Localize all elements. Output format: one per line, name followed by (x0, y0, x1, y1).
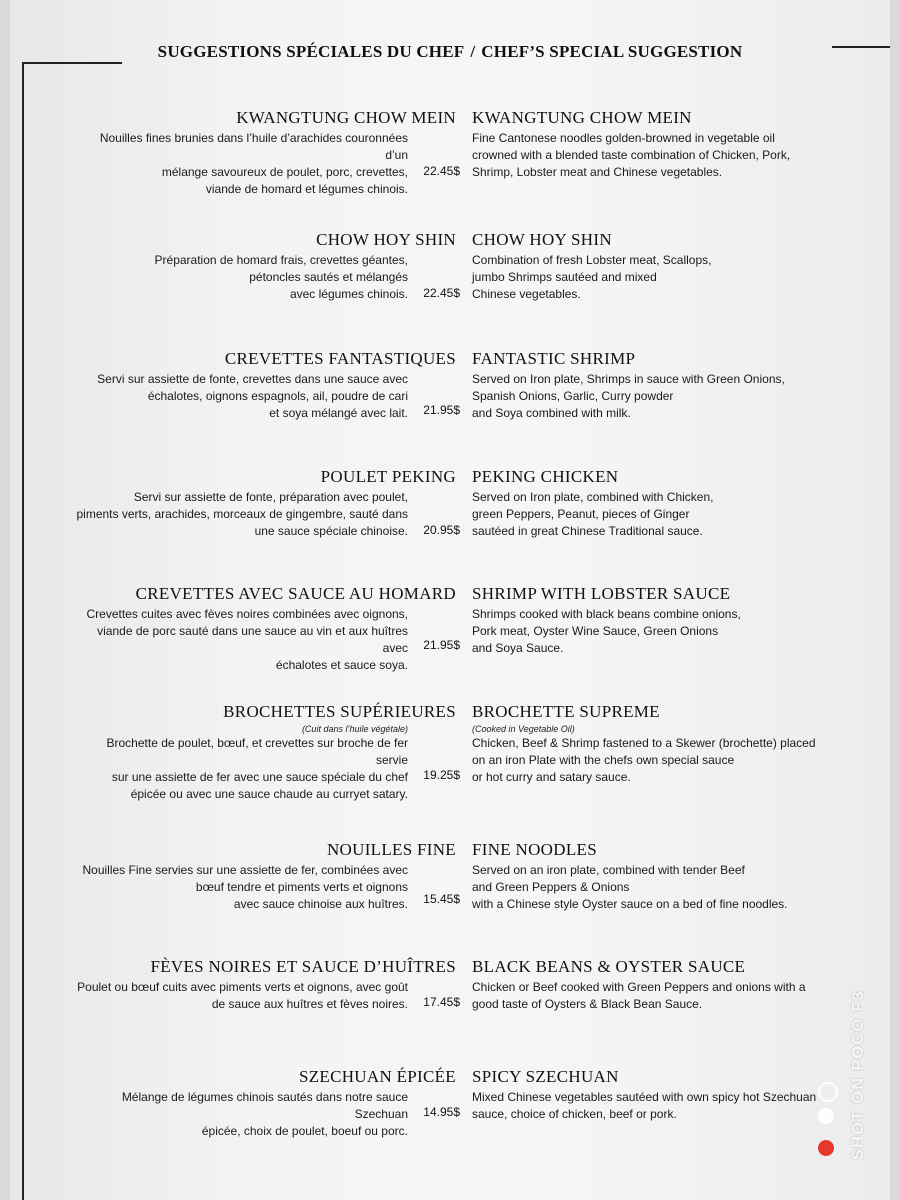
menu-item-french (76, 702, 456, 803)
dish-name-en: FANTASTIC SHRIMP (472, 349, 636, 368)
header-french: SUGGESTIONS SPÉCIALES DU CHEF (157, 42, 465, 61)
dish-name-fr: CHOW HOY SHIN (316, 230, 456, 249)
frame-line-top-left (22, 62, 122, 64)
dish-description-en: Mixed Chinese vegetables sautéed with own spicy hot Szechuan sauce, choice of chicken, beef or pork. (472, 1090, 817, 1121)
dish-name-en: PEKING CHICKEN (472, 467, 619, 486)
dish-description-fr: Brochette de poulet, bœuf, et crevettes sur broche de fer servie sur une assiette de fer avec une sauce spéciale du chef épicée ou avec une sauce chaude au curryet satary. (106, 736, 408, 801)
dish-name-en: SHRIMP WITH LOBSTER SAUCE (472, 584, 731, 603)
menu-item-english (472, 349, 872, 422)
dish-name-en: BROCHETTE SUPREME (472, 702, 660, 721)
menu-item-french (76, 349, 456, 422)
menu-item-french (76, 467, 456, 540)
dish-price: 22.45$ (423, 164, 460, 178)
dish-description-fr: Nouilles fines brunies dans l’huile d’arachides couronnées d’un mélange savoureux de poulet, porc, crevettes, viande de homard et légumes chinois. (99, 131, 408, 196)
dish-name-en: SPICY SZECHUAN (472, 1067, 619, 1086)
dish-name-fr: POULET PEKING (320, 467, 456, 486)
dish-name-fr: SZECHUAN ÉPICÉE (298, 1067, 456, 1086)
dish-price: 15.45$ (423, 892, 460, 906)
dish-name-en: KWANGTUNG CHOW MEIN (472, 108, 692, 127)
menu-item-french (76, 840, 456, 913)
dish-name-fr: KWANGTUNG CHOW MEIN (236, 108, 456, 127)
dish-description-en: Fine Cantonese noodles golden-browned in vegetable oil crowned with a blended taste combination of Chicken, Pork, Shrimp, Lobster meat and Chinese vegetables. (472, 131, 791, 179)
menu-item-french (76, 957, 456, 1013)
dish-description-fr: Servi sur assiette de fonte, préparation avec poulet, piments verts, arachides, morceaux de gingembre, sauté dans une sauce spéciale chinoise. (76, 490, 408, 538)
menu-item-english (472, 230, 872, 303)
dish-description-en: Served on Iron plate, Shrimps in sauce with Green Onions, Spanish Onions, Garlic, Curry powder and Soya combined with milk. (472, 372, 785, 420)
dish-description-en: Chicken or Beef cooked with Green Peppers and onions with a good taste of Oysters & Black Bean Sauce. (472, 980, 806, 1011)
dish-description-fr: Crevettes cuites avec fèves noires combinées avec oignons, viande de porc sauté dans une sauce au vin et aux huîtres avec échalotes et sauce soya. (86, 607, 408, 672)
dish-name-en: BLACK BEANS & OYSTER SAUCE (472, 957, 746, 976)
dish-price: 22.45$ (423, 286, 460, 300)
dish-price: 19.25$ (423, 768, 460, 782)
header-separator: / (470, 42, 476, 61)
dish-name-fr: CREVETTES FANTASTIQUES (224, 349, 456, 368)
cooking-note-en: (Cooked in Vegetable Oil) (472, 724, 575, 734)
dish-description-en: Combination of fresh Lobster meat, Scallops, jumbo Shrimps sautéed and mixed Chinese vegetables. (472, 253, 712, 301)
dish-description-fr: Préparation de homard frais, crevettes géantes, pétoncles sautés et mélangés avec légumes chinois. (154, 253, 408, 301)
dish-name-fr: BROCHETTES SUPÉRIEURES (223, 702, 456, 721)
dish-price: 21.95$ (423, 638, 460, 652)
dish-description-fr: Nouilles Fine servies sur une assiette de fer, combinées avec bœuf tendre et piments verts et oignons avec sauce chinoise aux huîtres. (82, 863, 408, 911)
menu-item-english (472, 467, 872, 540)
menu-item-french (76, 1067, 456, 1140)
watermark-white-dot-icon (818, 1108, 834, 1124)
dish-name-fr: FÈVES NOIRES ET SAUCE D’HUÎTRES (150, 957, 456, 976)
dish-description-en: Shrimps cooked with black beans combine onions, Pork meat, Oyster Wine Sauce, Green Onions and Soya Sauce. (472, 607, 741, 655)
menu-item-english (472, 957, 872, 1013)
dish-name-en: CHOW HOY SHIN (472, 230, 612, 249)
dish-description-fr: Mélange de légumes chinois sautés dans notre sauce Szechuan épicée, choix de poulet, boeuf ou porc. (121, 1090, 408, 1138)
cooking-note-fr: (Cuit dans l’huile végétale) (301, 724, 408, 734)
watermark-red-dot-icon (818, 1140, 834, 1156)
dish-price: 17.45$ (423, 995, 460, 1009)
dish-name-en: FINE NOODLES (472, 840, 597, 859)
menu-item-english (472, 108, 872, 181)
dish-name-fr: CREVETTES AVEC SAUCE AU HOMARD (135, 584, 456, 603)
menu-item-french (76, 108, 456, 198)
dish-price: 14.95$ (423, 1105, 460, 1119)
menu-item-french (76, 230, 456, 303)
dish-description-en: Served on Iron plate, combined with Chicken, green Peppers, Peanut, pieces of Ginger sautéed in great Chinese Traditional sauce. (472, 490, 714, 538)
dish-price: 20.95$ (423, 523, 460, 537)
menu-item-english (472, 702, 872, 786)
camera-watermark: SHOT ON POCO F3 (850, 989, 867, 1160)
dish-description-fr: Poulet ou bœuf cuits avec piments verts et oignons, avec goût de sauce aux huîtres et fèves noires. (77, 980, 408, 1011)
dish-description-fr: Servi sur assiette de fonte, crevettes dans une sauce avec échalotes, oignons espagnols, ail, poudre de cari et soya mélangé avec lait. (97, 372, 408, 420)
dish-description-en: Chicken, Beef & Shrimp fastened to a Skewer (brochette) placed on an iron Plate with the chefs own special sauce or hot curry and satary sauce. (472, 736, 816, 784)
dish-price: 21.95$ (423, 403, 460, 417)
menu-item-english (472, 840, 872, 913)
menu-item-english (472, 1067, 872, 1123)
header-english: CHEF’S SPECIAL SUGGESTION (481, 42, 743, 61)
menu-item-french (76, 584, 456, 674)
page-header (0, 42, 900, 62)
dish-name-fr: NOUILLES FINE (326, 840, 456, 859)
dish-description-en: Served on an iron plate, combined with tender Beef and Green Peppers & Onions with a Chinese style Oyster sauce on a bed of fine noodles. (472, 863, 788, 911)
menu-item-english (472, 584, 872, 657)
frame-line-left (22, 62, 24, 1200)
watermark-ring-icon (818, 1082, 838, 1102)
